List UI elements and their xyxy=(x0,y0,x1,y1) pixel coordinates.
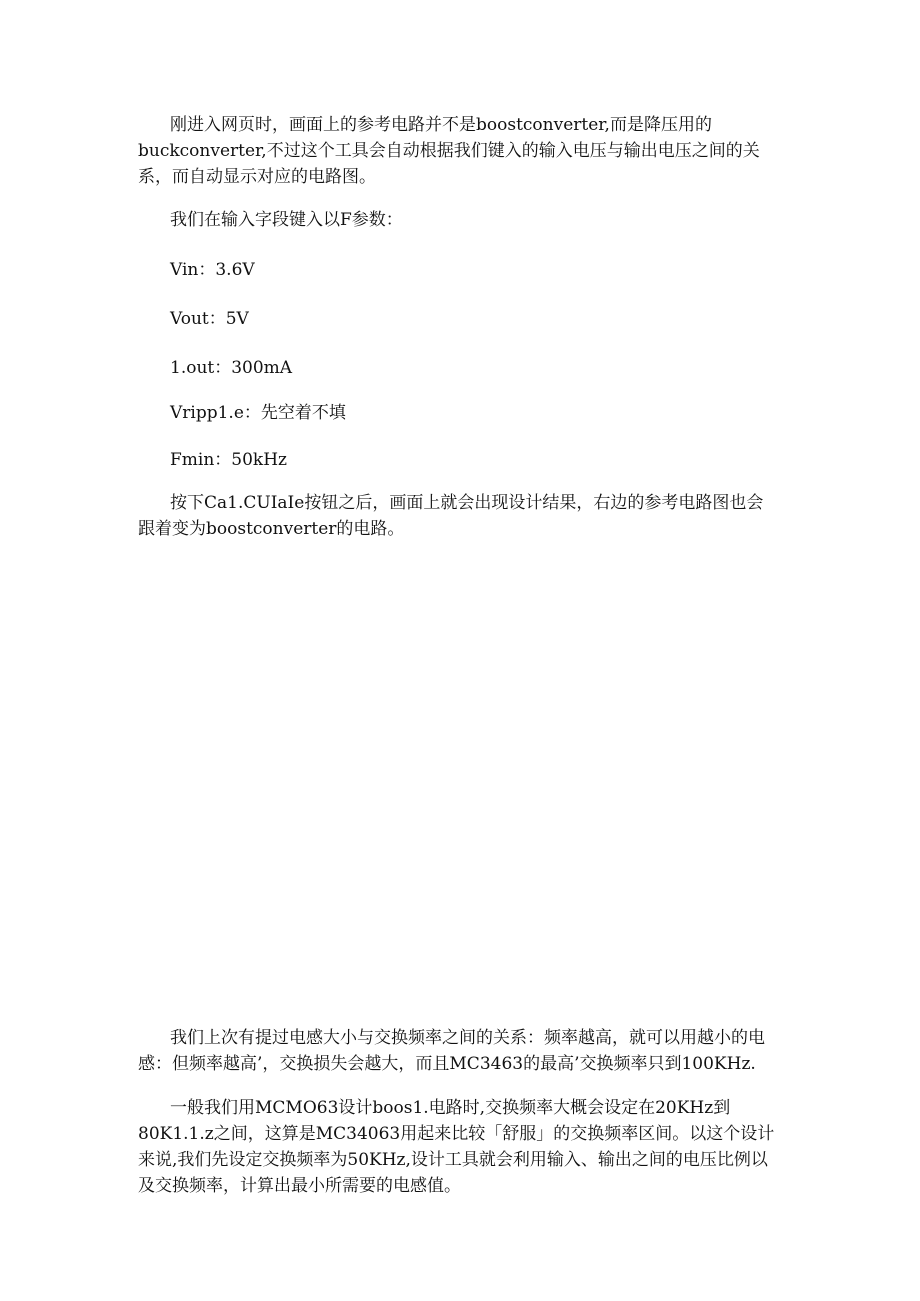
enter-params-text: 我们在输入字段键入以F参数： xyxy=(170,210,403,230)
calc-result-text: 按下Ca1.CUIaIe按钮之后，画面上就会出现设计结果，右边的参考电路图也会跟着变为boostconverter的电路。 xyxy=(138,493,764,539)
param-iout-text: 1.out：300mA xyxy=(170,358,293,378)
param-fmin xyxy=(138,447,778,473)
inductance-frequency-text: 我们上次有提过电感大小与交换频率之间的关系：频率越高，就可以用越小的电感：但频率越高’，交换损失会越大，而且MC3463的最高’交换频率只到100KHz. xyxy=(138,1028,765,1074)
param-vripple xyxy=(138,400,778,426)
param-iout xyxy=(138,355,778,381)
param-vin xyxy=(138,257,778,283)
intro-paragraph xyxy=(138,112,778,190)
param-vripple-text: Vripp1.e：先空着不填 xyxy=(170,403,346,423)
enter-params-paragraph xyxy=(138,207,778,233)
param-vin-text: Vin：3.6V xyxy=(170,260,255,280)
param-fmin-text: Fmin：50kHz xyxy=(170,450,288,470)
param-vout-text: Vout：5V xyxy=(170,309,249,329)
calc-result-paragraph xyxy=(138,490,778,542)
inductance-frequency-paragraph xyxy=(138,1025,778,1077)
intro-text: 刚进入网页时，画面上的参考电路并不是boostconverter,而是降压用的buckconverter,不过这个工具会自动根据我们键入的输入电压与输出电压之间的关系，而自动显示对应的电路图。 xyxy=(138,115,760,187)
param-vout xyxy=(138,306,778,332)
typical-design-text: 一般我们用MCMO63设计boos1.电路时,交换频率大概会设定在20KHz到80K1.1.z之间，这算是MC34063用起来比较「舒服」的交换频率区间。以这个设计来说,我们先设定交换频率为50KHz,设计工具就会利用输入、输出之间的电压比例以及交换频率，计算出最小所需要的电感值。 xyxy=(138,1098,775,1196)
typical-design-paragraph xyxy=(138,1095,778,1199)
